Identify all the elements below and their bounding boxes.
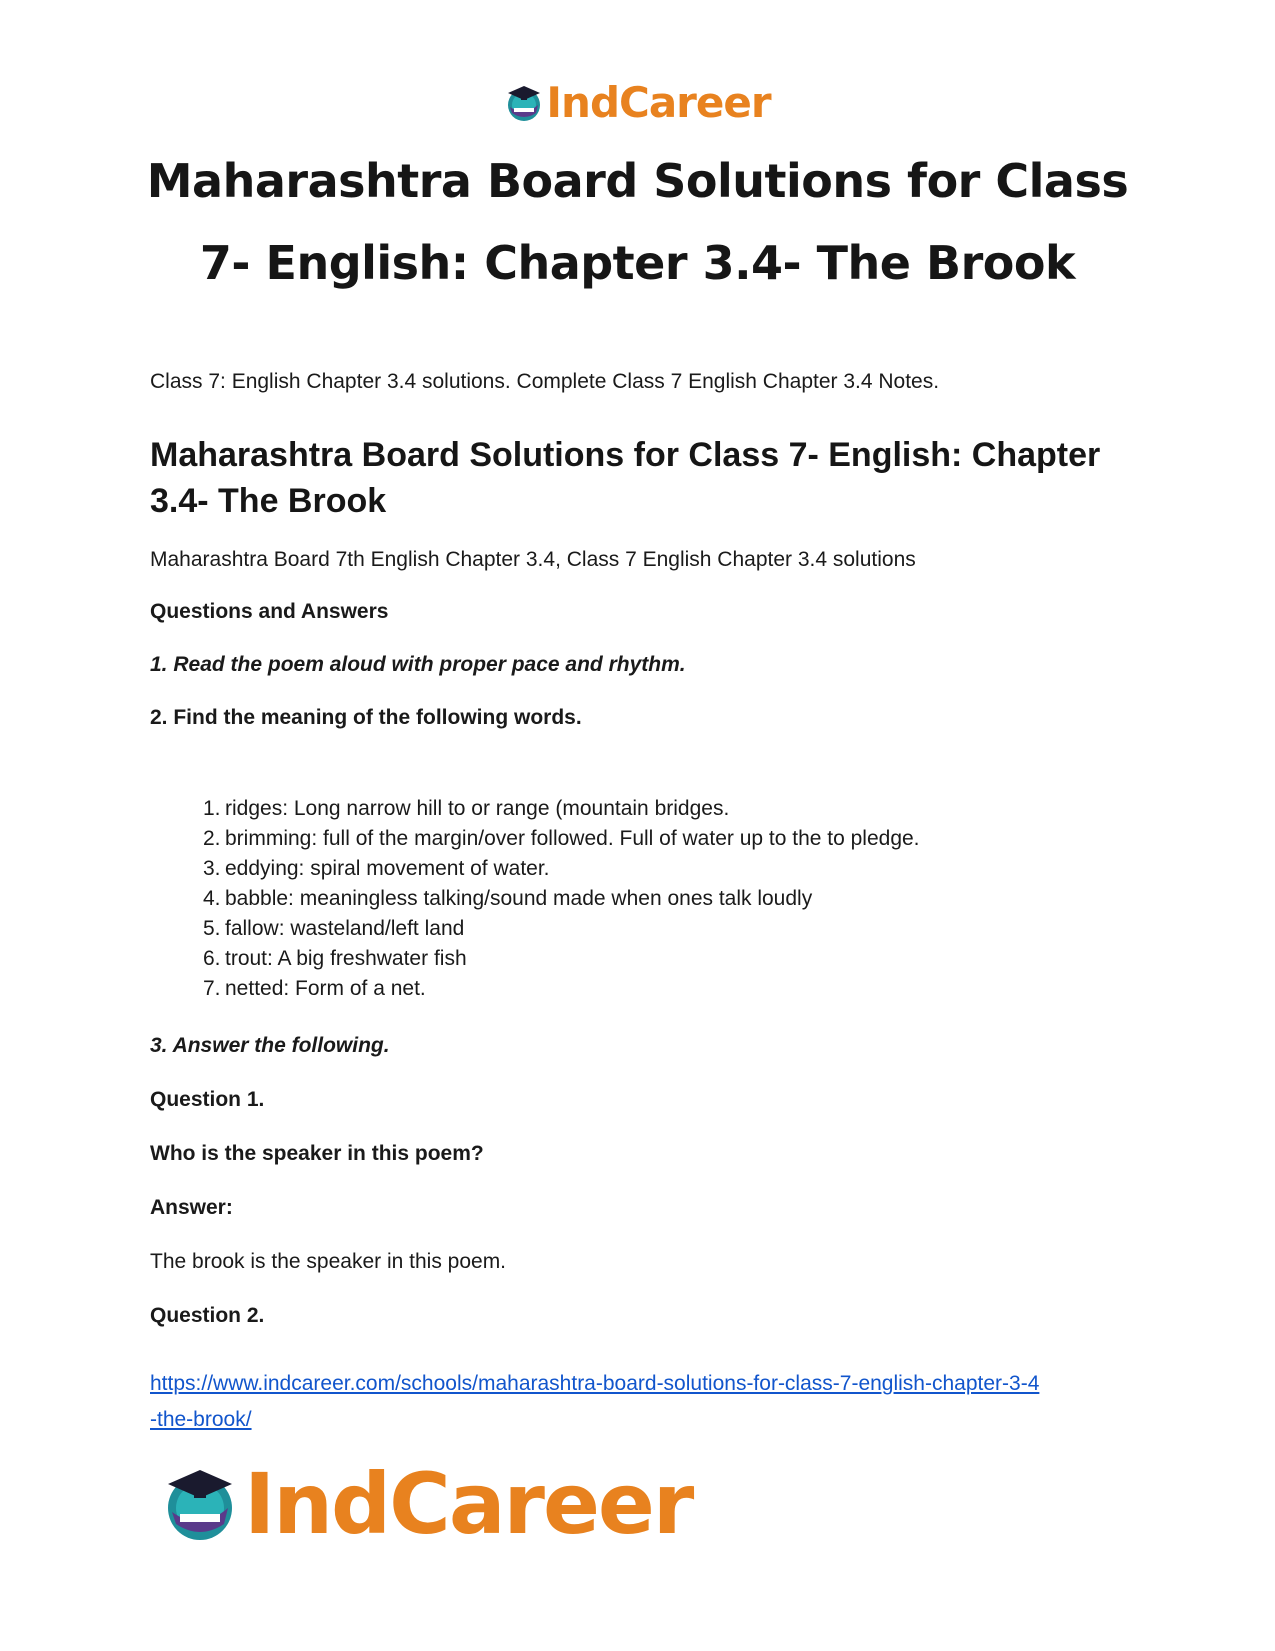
question-2-label: Question 2.: [150, 1304, 265, 1327]
question-instruction-2: 2. Find the meaning of the following words.: [150, 706, 582, 729]
subtitle-text: Maharashtra Board 7th English Chapter 3.4, Class 7 English Chapter 3.4 solutions: [150, 548, 916, 571]
page-title: Maharashtra Board Solutions for Class 7- English: Chapter 3.4- The Brook: [146, 154, 1129, 290]
answer-label: Answer:: [150, 1196, 233, 1219]
question-instruction-3: 3. Answer the following.: [150, 1034, 390, 1057]
list-item: 7. netted: Form of a net.: [203, 977, 426, 1000]
word-meanings-list: [150, 794, 1150, 1004]
footer-logo-text: IndCareer: [244, 1455, 693, 1553]
question-instruction-1: 1. Read the poem aloud with proper pace and rhythm.: [150, 653, 686, 676]
list-item: 1. ridges: Long narrow hill to or range (mountain bridges.: [203, 797, 730, 820]
graduation-globe-icon: [504, 83, 544, 123]
section-heading: Maharashtra Board Solutions for Class 7- English: Chapter 3.4- The Brook: [150, 436, 1101, 520]
list-item: 2. brimming: full of the margin/over followed. Full of water up to the to pledge.: [203, 827, 920, 850]
qa-heading: Questions and Answers: [150, 600, 389, 623]
intro-text: Class 7: English Chapter 3.4 solutions. Complete Class 7 English Chapter 3.4 Notes.: [150, 370, 940, 393]
graduation-globe-icon: [160, 1464, 240, 1544]
footer-logo: [160, 1455, 693, 1553]
list-item: 6. trout: A big freshwater fish: [203, 947, 467, 970]
list-item: 4. babble: meaningless talking/sound made when ones talk loudly: [203, 887, 813, 910]
question-1-label: Question 1.: [150, 1088, 265, 1111]
question-1-text: Who is the speaker in this poem?: [150, 1142, 484, 1165]
source-url-link[interactable]: https://www.indcareer.com/schools/maharashtra-board-solutions-for-class-7-english-chapter-3-4 -the-brook/: [150, 1372, 1040, 1431]
header-logo: [0, 78, 1275, 127]
header-logo-text: IndCareer: [546, 78, 771, 127]
list-item: 3. eddying: spiral movement of water.: [203, 857, 550, 880]
list-item: 5. fallow: wasteland/left land: [203, 917, 465, 940]
source-link-block: [150, 1366, 1150, 1438]
answer-1-text: The brook is the speaker in this poem.: [150, 1250, 507, 1273]
